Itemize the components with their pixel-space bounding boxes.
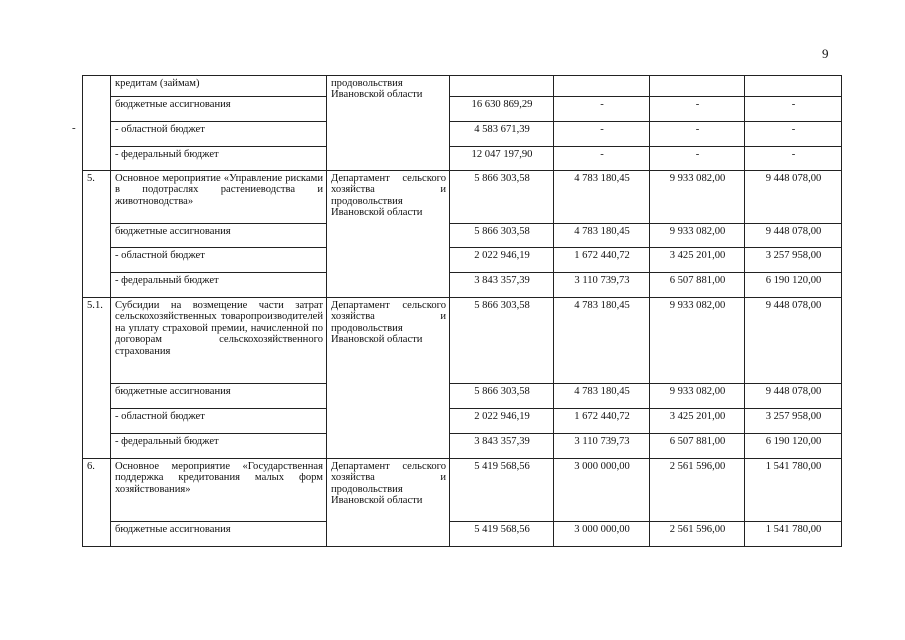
funding-source: бюджетные ассигнования xyxy=(111,224,327,248)
amount-cell: 16 630 869,29 xyxy=(450,97,554,122)
amount-cell: 3 000 000,00 xyxy=(554,459,650,522)
amount-cell: 12 047 197,90 xyxy=(450,147,554,171)
amount-cell: - xyxy=(650,97,745,122)
amount-cell: 5 419 568,56 xyxy=(450,522,554,547)
table-row-funding xyxy=(83,147,842,171)
amount-cell: 5 866 303,58 xyxy=(450,171,554,224)
executor-cell: Департамент сельского хозяйства и продовольствия Ивановской области xyxy=(327,171,450,298)
activity-description: Субсидии на возмещение части затрат сельскохозяйственных товаропроизводителей на уплату страховой премии, начисленной по договорам сельскохозяйственного страхования xyxy=(111,298,327,384)
table-row-activity xyxy=(83,459,842,522)
funding-source: - областной бюджет xyxy=(111,122,327,147)
amount-cell: - xyxy=(554,147,650,171)
funding-source: бюджетные ассигнования xyxy=(111,522,327,547)
amount-cell: - xyxy=(745,147,842,171)
table-row-funding xyxy=(83,248,842,273)
amount-cell: 3 257 958,00 xyxy=(745,248,842,273)
table-row-funding xyxy=(83,273,842,298)
amount-cell: 6 507 881,00 xyxy=(650,434,745,459)
amount-cell: 1 672 440,72 xyxy=(554,248,650,273)
amount-cell xyxy=(650,76,745,97)
amount-cell xyxy=(554,76,650,97)
margin-mark: - xyxy=(72,122,76,134)
amount-cell: 3 110 739,73 xyxy=(554,273,650,298)
page-number: 9 xyxy=(822,46,829,61)
amount-cell: 3 425 201,00 xyxy=(650,409,745,434)
amount-cell: 3 110 739,73 xyxy=(554,434,650,459)
table-row-activity xyxy=(83,171,842,224)
amount-cell: 2 561 596,00 xyxy=(650,459,745,522)
activity-description: Основное мероприятие «Государственная поддержка кредитования малых форм хозяйствования» xyxy=(111,459,327,522)
activity-description: Основное мероприятие «Управление рисками в подотраслях растениеводства и животноводства» xyxy=(111,171,327,224)
table-row-activity xyxy=(83,76,842,97)
executor-cell: Департамент сельского хозяйства и продовольствия Ивановской области xyxy=(327,459,450,547)
amount-cell: 3 843 357,39 xyxy=(450,273,554,298)
amount-cell: 4 783 180,45 xyxy=(554,224,650,248)
executor-cell: продовольствия Ивановской области xyxy=(327,76,450,171)
amount-cell: 9 933 082,00 xyxy=(650,298,745,384)
funding-source: - федеральный бюджет xyxy=(111,434,327,459)
amount-cell: 9 448 078,00 xyxy=(745,298,842,384)
amount-cell: 3 000 000,00 xyxy=(554,522,650,547)
table-row-funding xyxy=(83,409,842,434)
row-number-cell: 6. xyxy=(83,459,111,547)
amount-cell: 9 933 082,00 xyxy=(650,224,745,248)
funding-source: - федеральный бюджет xyxy=(111,147,327,171)
amount-cell: 5 419 568,56 xyxy=(450,459,554,522)
amount-cell: - xyxy=(745,122,842,147)
table-row-funding xyxy=(83,97,842,122)
amount-cell: 4 783 180,45 xyxy=(554,171,650,224)
row-number-cell: 5.1. xyxy=(83,298,111,459)
table-row-funding xyxy=(83,224,842,248)
amount-cell: 4 783 180,45 xyxy=(554,384,650,409)
table-row-activity xyxy=(83,298,842,384)
amount-cell: 9 448 078,00 xyxy=(745,384,842,409)
amount-cell: - xyxy=(554,97,650,122)
amount-cell: 9 933 082,00 xyxy=(650,384,745,409)
table-row-funding xyxy=(83,384,842,409)
amount-cell: 4 583 671,39 xyxy=(450,122,554,147)
amount-cell: 6 507 881,00 xyxy=(650,273,745,298)
amount-cell: 5 866 303,58 xyxy=(450,298,554,384)
funding-source: бюджетные ассигнования xyxy=(111,97,327,122)
amount-cell: - xyxy=(554,122,650,147)
amount-cell: 1 541 780,00 xyxy=(745,459,842,522)
amount-cell: 2 022 946,19 xyxy=(450,409,554,434)
table-row-funding xyxy=(83,122,842,147)
row-number-cell xyxy=(83,76,111,171)
amount-cell: 5 866 303,58 xyxy=(450,224,554,248)
amount-cell: 1 672 440,72 xyxy=(554,409,650,434)
budget-table xyxy=(82,75,842,547)
funding-source: - областной бюджет xyxy=(111,409,327,434)
amount-cell: 6 190 120,00 xyxy=(745,273,842,298)
amount-cell: - xyxy=(745,97,842,122)
amount-cell: 4 783 180,45 xyxy=(554,298,650,384)
funding-source: - областной бюджет xyxy=(111,248,327,273)
amount-cell: 3 843 357,39 xyxy=(450,434,554,459)
amount-cell: 2 022 946,19 xyxy=(450,248,554,273)
amount-cell: 5 866 303,58 xyxy=(450,384,554,409)
funding-source: бюджетные ассигнования xyxy=(111,384,327,409)
amount-cell xyxy=(745,76,842,97)
table-row-funding xyxy=(83,434,842,459)
amount-cell: - xyxy=(650,122,745,147)
amount-cell: 2 561 596,00 xyxy=(650,522,745,547)
executor-cell: Департамент сельского хозяйства и продовольствия Ивановской области xyxy=(327,298,450,459)
amount-cell: 9 933 082,00 xyxy=(650,171,745,224)
funding-source: - федеральный бюджет xyxy=(111,273,327,298)
amount-cell: 6 190 120,00 xyxy=(745,434,842,459)
amount-cell xyxy=(450,76,554,97)
table-row-funding xyxy=(83,522,842,547)
row-number-cell: 5. xyxy=(83,171,111,298)
amount-cell: 9 448 078,00 xyxy=(745,171,842,224)
amount-cell: 1 541 780,00 xyxy=(745,522,842,547)
amount-cell: - xyxy=(650,147,745,171)
amount-cell: 3 257 958,00 xyxy=(745,409,842,434)
activity-description: кредитам (займам) xyxy=(111,76,327,97)
amount-cell: 3 425 201,00 xyxy=(650,248,745,273)
amount-cell: 9 448 078,00 xyxy=(745,224,842,248)
